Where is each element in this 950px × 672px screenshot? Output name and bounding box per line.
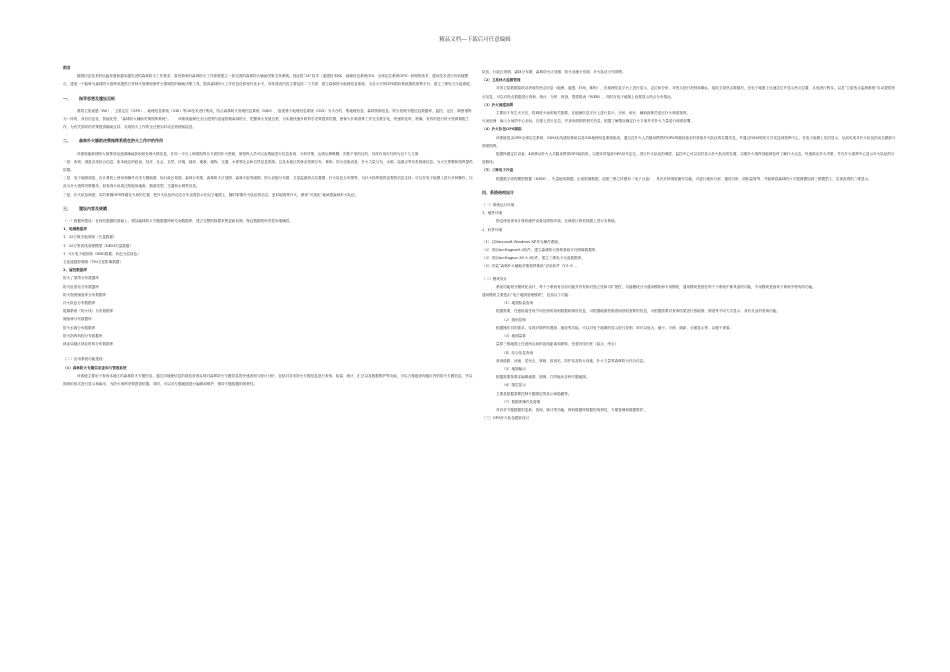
paragraph: 阻隔系统（防火线）分布数据库 [63,309,114,314]
paragraph: （二）模块设计 [482,276,508,281]
paragraph: 防火物资储备库分布数据库 [63,292,107,297]
paragraph: 防火指挥机构分布数据库 [63,333,103,338]
paragraph: 系统功能划分模块化设计，每个子系统有自治功能并具有相对独立性和可扩展性，功能模块分为通用模块和专用模块，通用模块是指在每个子系统中都具备的功能，专用模块是指该子系统中特有的功能。 [496,284,816,289]
paragraph: （1）以Microsoft Windows XP作为操作系统。 [482,239,562,244]
paragraph: 二是：电子地图浏览、在计算机上使用和操作各类专题地图，如行政区划图、森林分布图、森林防火区划图、森林火险等级图、防火设施分布图、卫星监测热点位置图、扑火队伍分布图等，为扑火指挥提供直观的信息支持，可以在电子地图上进行多种操作，以此为扑火指挥决策服务，如查询火场周边的地形地貌、植被类型、交通和水源等信息。 [63,176,473,189]
paragraph: 卫星遥感影像图（TM卫星影像数据） [63,260,123,265]
section-heading: 四、系统结构设计 [482,189,514,195]
paragraph: 防火水源分布数据库 [63,325,96,330]
header-note: 精品文档---下载后可任意编辑 [439,37,511,43]
paragraph: 根据操作员的需求，实现对图件的漫游、缩放等功能，可以对电子地图的显示进行控制，即可以放大、缩小、平移、刷新、全图显示等，以便于观看。 [496,325,734,330]
paragraph: （一）数据库建设：在现有数据的基础上，增加森林防火专题数据库和空间数据库，建立完整的数据采集更新机制，保证数据的时效性和准确性。 [63,219,293,224]
section-heading: 前言 [63,65,71,70]
paragraph: 要将卫星遥感（RS）、卫星定位（GPS）、地理信息系统（GIS）等3S技术进行集成，结合森林防火管理信息系统（MIS），组建基于地理信息系统（GIS）为平台的，集地理信息、森林资源信息、防火管理专题信息数据库，监控、定位、调度指挥为一体的，具有信息化、智能化等，“森林防火辅助决策指挥系统”。 该系统能够在全区范围内直接管理森林防火，把握林火发展态势，为实施快速扑救科学决策提供依据，使林火扑救指挥工作完全数字化，快速的及时、准确、有效的进行防火资源调配工作，为有关领导的决策提供辅助支持，实现防火工作的全过程实时动态管理和监控。 [63,108,472,130]
paragraph: （三）GPS扑火队伍跟踪设计 [482,416,530,421]
paragraph: 查询道路、河流、居民点、林相、检查站、防护站及防火设施、扑火力量等森林防火综合信息。 [496,358,647,363]
paragraph: 储备林分布数据库 [63,317,92,322]
section-heading: （1）森林防火专题信息查询与管理系统 [63,365,127,370]
section-heading: 一、 指导思想及建设目标 [63,95,115,101]
right-column [482,68,896,422]
section-heading: 2、属性数据库 [63,268,88,273]
paragraph: （5）安装“森林扑火辅助决策指挥系统”应用软件（V1.0）。 [482,264,579,269]
paragraph: （2）采用ArcEngine9.3软件，建立森林防火指挥基础平台图像数据库。 [482,248,599,253]
paragraph: 该系统能够使防火指挥部迅速准确地获取和处理火情信息，在同一平台上调度指挥各方面的扑火资源，使指挥人员可以直观地进行信息查询、分析决策，达到运筹帷幄、决胜千里的目的，具体作用可归纳为以下几方面： [77,151,422,156]
paragraph: 1：25万数字地形图（矢量数据） [63,235,117,240]
paragraph: 2、软件环境 [482,227,503,232]
paragraph: 1：25万等高线高程模型（DEM矢量数据） [63,243,133,248]
paragraph: 1、硬件环境 [482,211,503,216]
paragraph: （4）综合信息查询 [502,350,534,355]
paragraph: （6）图层显示 [502,383,526,388]
paragraph: 通用模块主要是由“电子地图管理模块”，包括以下功能： [482,293,572,298]
paragraph: （一）系统运行环境 [482,203,515,208]
section-heading: （5）三维电子沙盘 [482,168,514,173]
paragraph: 扑火队伍分布数据库 [63,301,96,306]
paragraph: 根据需要按要求编辑地图，图例、打印输出各种专题地图。 [496,375,590,380]
paragraph: 一是：查询、浏览各类综合信息，如本地区的政治、经济、社会、自然、环境、地形、地貌、地物、交通、水系等社会和自然信息资源，以及本地区的林业资源分布、林相、防火设施设备、扑火力量分布、水源、监测点等各类基础信息，为火灾预警和指挥提供依据。 [63,159,473,173]
paragraph: 配置终端定位设备，4套移动扑火人员随身携带GPS接收机，以便实时接收GPS信号定位，进行扑火队伍的调度，监控中心可以实时显示扑火队伍的位置，以便扑火指挥部能够及时了解扑火动态，快速做出扑火决策，并在扑火指挥中心显示扑火队伍的行进路线。 [482,152,895,165]
paragraph: 防火检查站分布数据库 [63,284,99,289]
section-heading: （3）扑火调度指挥 [482,102,514,107]
paragraph: 量算三维地图上任意两点间的直线距离和面积，任意折线长度（起点、终点） [496,342,619,347]
paragraph: 林业局辖区林业机构分布数据库 [63,342,114,347]
section-heading: 1、地图数据库 [63,227,88,232]
paragraph: 该系统主要用于查询本地区的森林防火专题信息，通过对地理信息的浏览查询实现对森林防火专题信息的快速查询与统计分析，包括对各类防火专题信息进行查询、检索、统计、汇总以及数据维护等功能，可以方便地查询辖区内的防火专题信息，并以图表的形式进行显示和输出，为防火指挥决策提供依据。同时，可以对专题地图进行编辑和维护，保持专题数据的现势性。 [63,373,473,386]
paragraph: 三是：扑火队伍调度，实时掌握GPS终端在火场的位置，把扑火队伍的动态分布直观显示在电子地图上，随时掌握扑火队伍的动态，更好地指挥扑火，做到“可视化”地调度森林扑火队伍。 [63,192,359,197]
paragraph: 根据需要，任意检索任何不同比例的查询数据和图形信息，可根据地图控制查询获取需要的信息，可根据需要对查询结果进行按地图、图表等不同方式显示，具有灵活的查询功能。 [496,309,780,314]
paragraph: 对省卫星数据接收站获取的热点信息（地理、遥感、时间、林相），在地理信息平台上进行显示、定位和分析，对热点进行判别和确认，接收卫星热点数据后，在电子地图上迅速定位并显示热点位置，从而进行核实，以及“卫星热点监测系统”自动提供热点信息，可以对热点数据进行查询、统计、分析、核查，提供报表（WEB），同时在电子地图上直观显示热点分布情况。 [482,86,895,99]
paragraph: 具有对专题数据的更新、查询、统计等功能，保持数据库数据的现势性，方便管理和数据维护。 [496,407,647,412]
section-heading: （2）卫星林火监测管理 [482,78,521,83]
paragraph [63,348,474,355]
paragraph: 1：5万电子地形图（DRG数据、彩色分层设色） [63,251,141,256]
paragraph: 随着信息技术的迅猛发展和越来越先进的森林防火工作要求，原有简单的森林防火工作需要建立一套完善的森林防火辅助决策支持系统。因此将“3S”技术（遥感技术RS、地理信息系统GIS、全球定位系统GPS）和网络技术、通讯技术进行有机地整合，建成一个能够为森林防火指挥部提供日常林火管理和事件火情调控的辅助决策工具，提高森林防火工作信息化和现代化水平，具体建设内容主要包括二个方面：建立森林防火地理信息系统，为各火灾的GPS跟踪系统提供指挥平台；建立三维电子沙盘系统。 [63,74,474,87]
section-heading: 二、 森林扑火辅助决策指挥系统在防火工作中的作用 [63,138,163,144]
paragraph: 该系统是由GPS全球定位系统、GSM无线通信系统以及GIS地理信息系统组成，通过在扑火人员随身携带的GPS终端设备实时获取扑火队伍的位置信息，并通过GSM短信方式发送到指挥中心，在电子地图上实时显示，从而实现对扑火队伍的动态跟踪与调度指挥。 [482,135,896,148]
section-heading: （4）扑火队伍GPS跟踪 [482,127,522,132]
paragraph: （7）数据库操作及管理 [502,399,541,404]
paragraph: （2）图形控制 [502,317,526,322]
section-heading: 三、 建设内容及规模 [63,205,107,211]
paragraph: 主要用于发生火灾后，将调度火场的相关数据，在地理信息平台上进行显示、分析、统计，辅助指挥员进行扑火调度指挥。 [496,111,691,116]
paragraph: （3）地图量算 [502,334,526,339]
paragraph: 火场处理：输入火场的中心坐标，在图上进行定位，并查询周围的相关信息，根据了解情况确定扑火方案并对扑火力量进行调度部署。 [482,119,695,124]
paragraph: （3）采用ArcEngine 3D 9.3软件，建立三维电子沙盘数据库。 [482,256,585,261]
paragraph: 根据数字高程模型数据（DEM），矢量地形数据，正射影像数据，创建三维立体图形（电子沙盘），具有多种浏览操作功能，可进行地形分析、通视分析、面积量算等，并能够将森林防火专题图叠加到三维模型上，实现直观的三维显示。 [496,176,872,181]
paragraph: （1）地图检索查询 [502,301,534,306]
paragraph: （5）地图输出 [502,366,526,371]
paragraph: 队伍、行政区划图、森林分布图、森林防火区划图、防火设施分布图、扑火队伍分布图等。 [482,70,626,74]
paragraph: （二）应用系统功能建设： [63,357,107,362]
paragraph: 主要是根据需要控制专题图层的显示和隐藏等。 [496,391,572,396]
paragraph: 指定使用现有计算机硬件设备及网络环境，在调度计算机终端上进行本系统。 [496,219,619,224]
left-column [63,64,474,388]
paragraph: 防火了望塔分布数据库 [63,276,99,281]
